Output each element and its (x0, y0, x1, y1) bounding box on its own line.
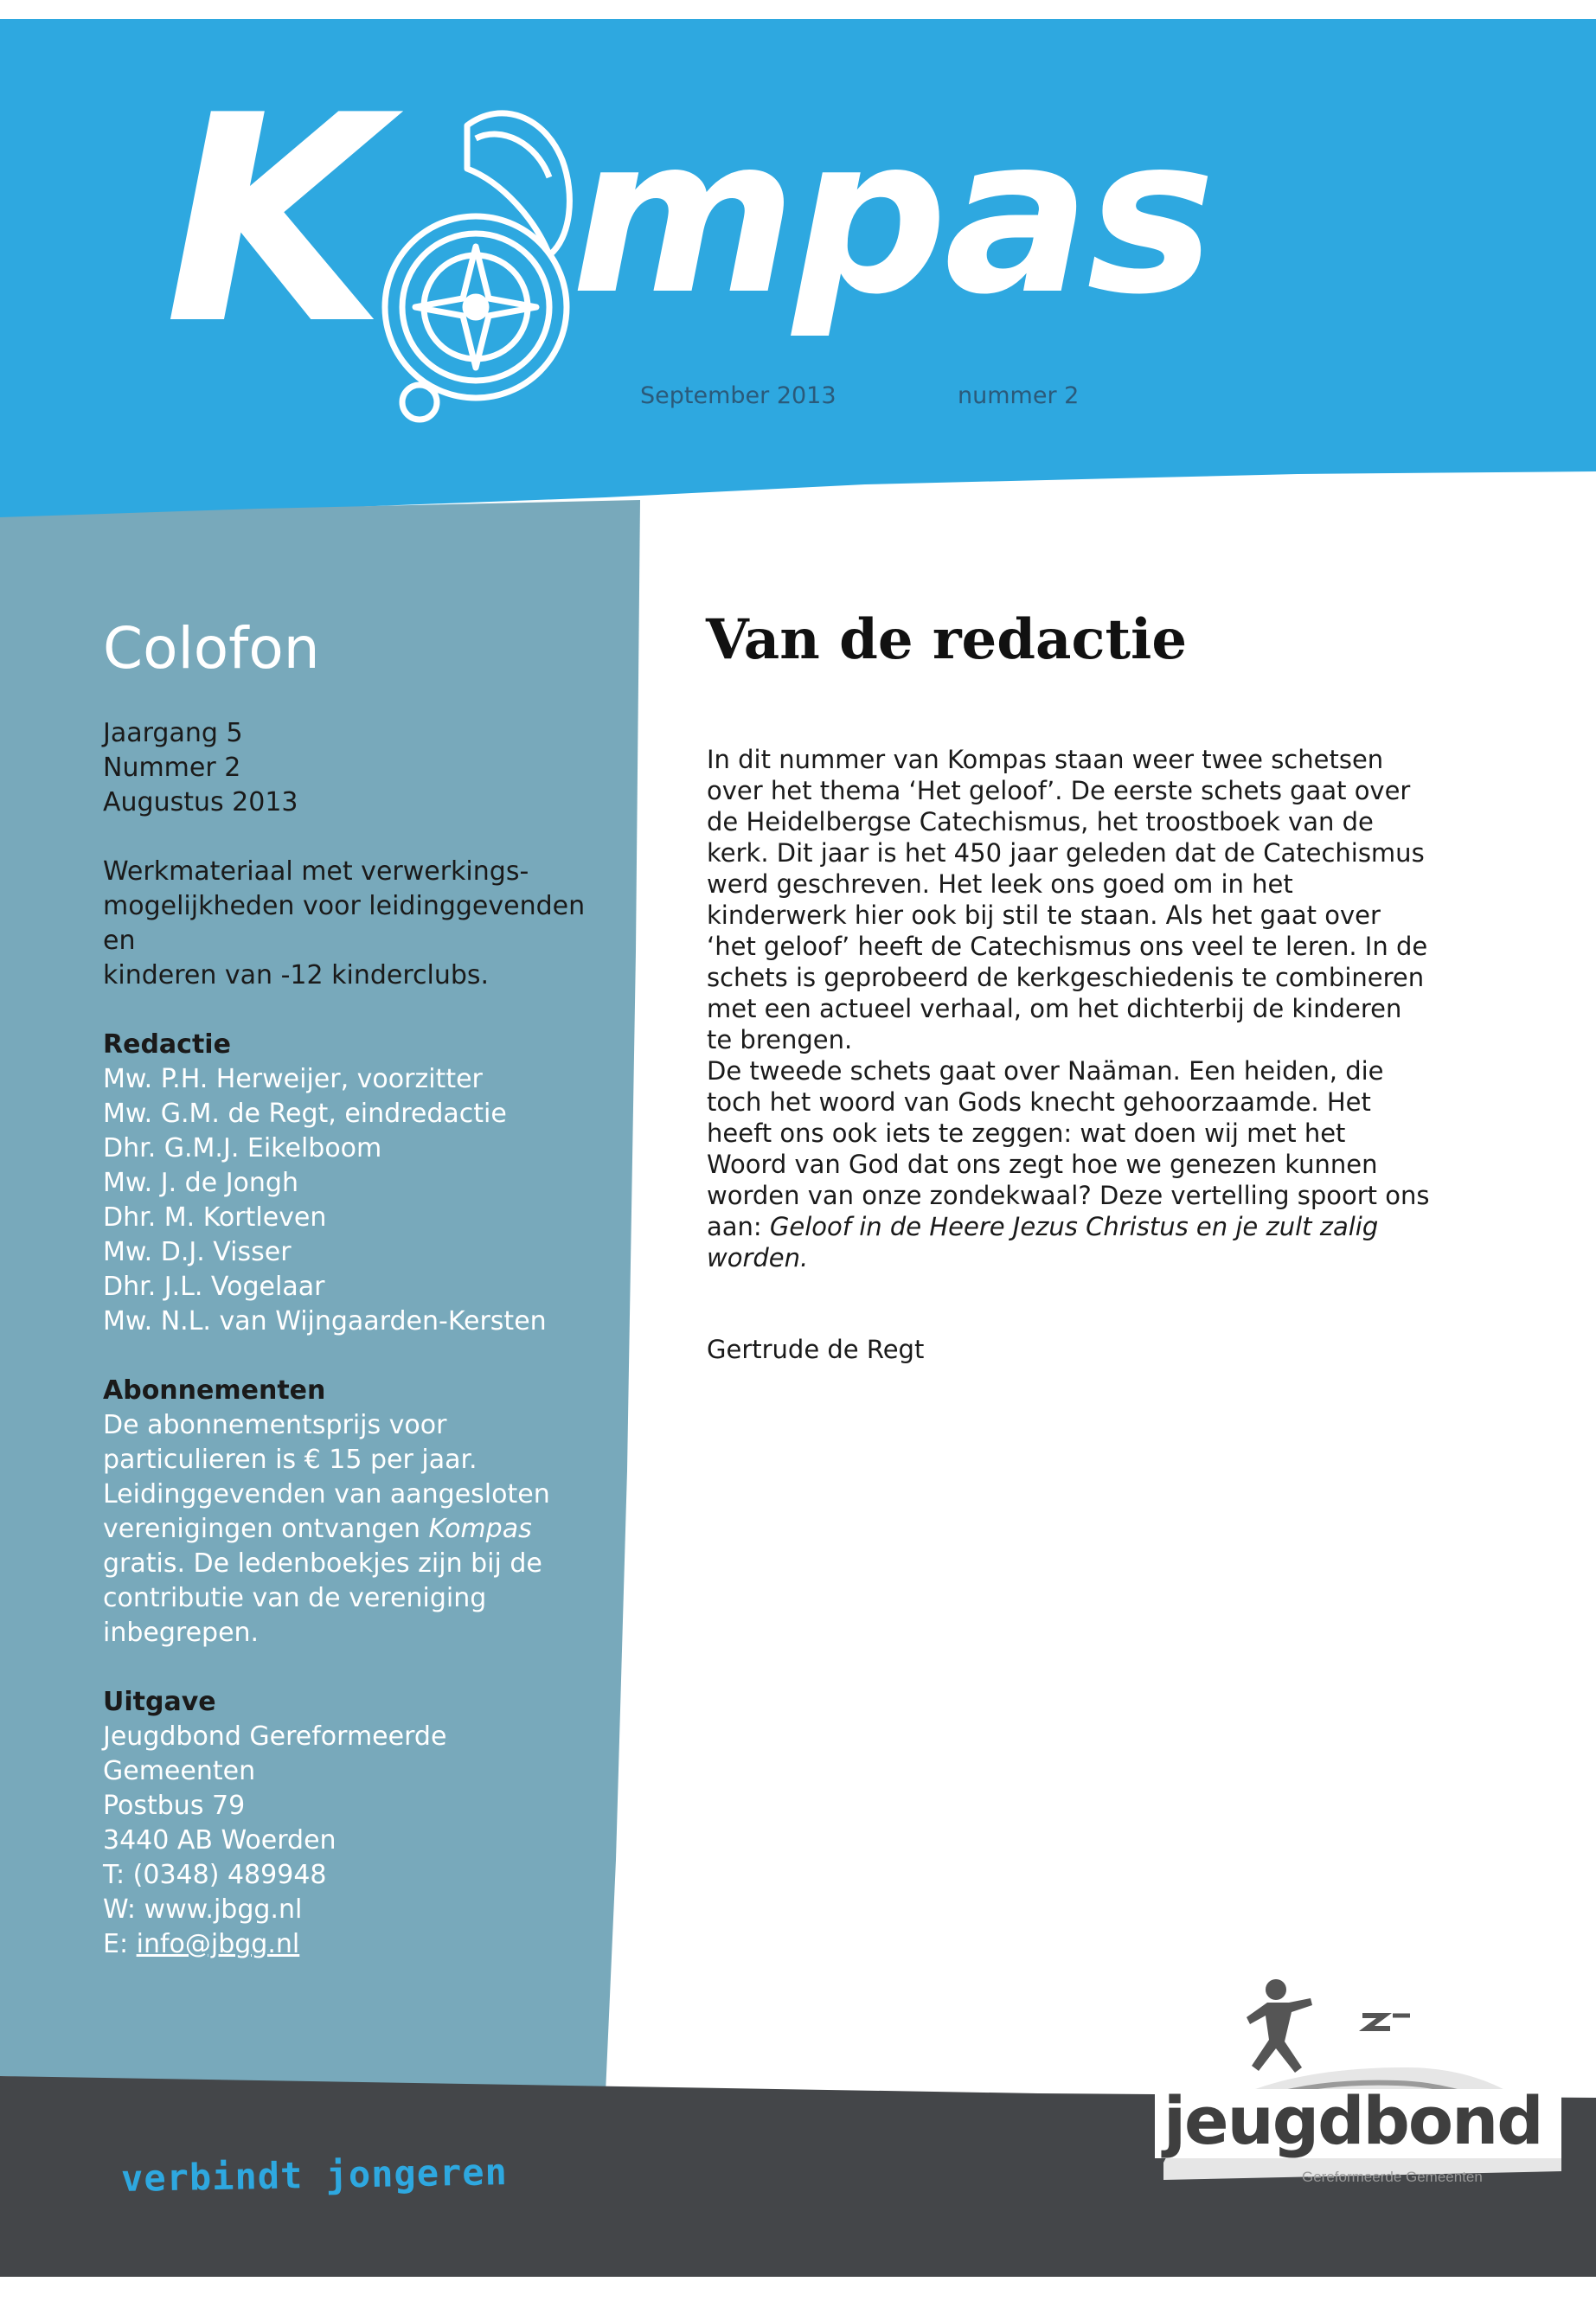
article-italic-quote: Geloof in de Heere Jezus Christus en je zult zalig (769, 1212, 1379, 1241)
article-line: ‘het geloof’ heeft de Catechismus ons veel te leren. In de (707, 932, 1428, 961)
abonnementen-line-with-italic (103, 1512, 613, 1547)
uitgave-line: 3440 AB Woerden (103, 1825, 337, 1856)
abonnementen-line: inbegrepen. (103, 1618, 260, 1648)
abonnementen-section (103, 1374, 613, 1650)
article-line: te brengen. (707, 1025, 853, 1054)
logo-subtitle: Gereformeerde Gemeenten (1302, 2169, 1483, 2185)
masthead-title-initial: K (164, 54, 381, 387)
colofon-meta-line: Augustus 2013 (103, 787, 298, 817)
article-title: Van de redactie (706, 607, 1188, 672)
redactie-section (103, 1028, 613, 1339)
article-body (707, 744, 1433, 1365)
abonnementen-line: contributie van de vereniging (103, 1583, 487, 1613)
masthead-title-rest: mpas (571, 90, 1212, 342)
description-line: kinderen van -12 kinderclubs. (103, 960, 490, 990)
article-line-italic (707, 1242, 1433, 1273)
article-line: de Heidelbergse Catechismus, het troostboek van de (707, 807, 1374, 836)
uitgave-section (103, 1685, 613, 1962)
redactie-member: Mw. G.M. de Regt, eindredactie (103, 1099, 507, 1129)
abonnementen-line-text: verenigingen ontvangen (103, 1514, 429, 1544)
article-line: In dit nummer van Kompas staan weer twee schetsen (707, 745, 1384, 774)
colofon-meta-line: Nummer 2 (103, 753, 241, 783)
uitgave-line: Postbus 79 (103, 1791, 246, 1821)
abonnementen-line: particulieren is € 15 per jaar. (103, 1445, 478, 1475)
article-italic-end: worden. (707, 1243, 809, 1272)
redactie-member: Mw. N.L. van Wijngaarden-Kersten (103, 1306, 547, 1336)
article-line: Woord van God dat ons zegt hoe we genezen kunnen (707, 1150, 1378, 1179)
abonnementen-line: De abonnementsprijs voor (103, 1410, 447, 1440)
colofon-panel (103, 610, 613, 1962)
article-line: heeft ons ook iets te zeggen: wat doen wij met het (707, 1118, 1346, 1148)
description-line: Werkmateriaal met verwerkings- (103, 856, 529, 887)
uitgave-line: W: www.jbgg.nl (103, 1894, 303, 1925)
logo-main-text: jeugdbond (1163, 2082, 1542, 2159)
compass-icon (372, 99, 597, 428)
article-line-with-italic (707, 1211, 1433, 1242)
redactie-member: Dhr. J.L. Vogelaar (103, 1272, 325, 1302)
article-line: kinderwerk hier ook bij stil te staan. Als het gaat over (707, 901, 1381, 930)
colofon-meta (103, 716, 613, 820)
colofon-title: Colofon (103, 615, 320, 682)
article-line: met een actueel verhaal, om het dichterbij de kinderen (707, 994, 1402, 1023)
abonnementen-heading: Abonnementen (103, 1375, 326, 1406)
article-line: schets is geprobeerd de kerkgeschiedenis te combineren (707, 963, 1425, 992)
article-line: werd geschreven. Het leek ons goed om in het (707, 869, 1293, 899)
uitgave-heading: Uitgave (103, 1687, 216, 1717)
redactie-member: Mw. D.J. Visser (103, 1237, 292, 1267)
article-line: worden van onze zondekwaal? Deze vertelling spoort ons (707, 1181, 1430, 1210)
issue-date: September 2013 (640, 382, 836, 409)
article-signature: Gertrude de Regt (707, 1335, 925, 1364)
colofon-description (103, 855, 613, 993)
logo-wordmark (1155, 2082, 1561, 2159)
abonnementen-line: Leidinggevenden van aangesloten (103, 1479, 550, 1509)
issue-number: nummer 2 (958, 382, 1080, 409)
redactie-member: Mw. P.H. Herweijer, voorzitter (103, 1064, 483, 1094)
redactie-heading: Redactie (103, 1029, 231, 1060)
email-link[interactable]: info@jbgg.nl (136, 1929, 300, 1959)
uitgave-line: Jeugdbond Gereformeerde (103, 1721, 447, 1752)
uitgave-line: T: (0348) 489948 (103, 1860, 327, 1890)
abonnementen-line: gratis. De ledenboekjes zijn bij de (103, 1548, 542, 1579)
colofon-meta-line: Jaargang 5 (103, 718, 243, 748)
article-line: over het thema ‘Het geloof’. De eerste schets gaat over (707, 776, 1411, 805)
footer-slogan: verbindt jongeren (120, 2150, 509, 2200)
article-line: De tweede schets gaat over Naäman. Een heiden, die (707, 1056, 1384, 1086)
redactie-member: Mw. J. de Jongh (103, 1168, 298, 1198)
article-line-prefix: aan: (707, 1212, 770, 1241)
kompas-italic: Kompas (428, 1514, 532, 1544)
jeugdbond-logo (1146, 1964, 1579, 2223)
redactie-member: Dhr. G.M.J. Eikelboom (103, 1133, 382, 1163)
uitgave-line: Gemeenten (103, 1756, 256, 1786)
article-line: kerk. Dit jaar is het 450 jaar geleden dat de Catechismus (707, 838, 1425, 868)
article-line: toch het woord van Gods knecht gehoorzaamde. Het (707, 1087, 1371, 1117)
redactie-member: Dhr. M. Kortleven (103, 1202, 327, 1233)
description-line: mogelijkheden voor leidinggevenden en (103, 891, 586, 956)
email-prefix: E: (103, 1929, 137, 1959)
uitgave-email-line (103, 1927, 613, 1962)
